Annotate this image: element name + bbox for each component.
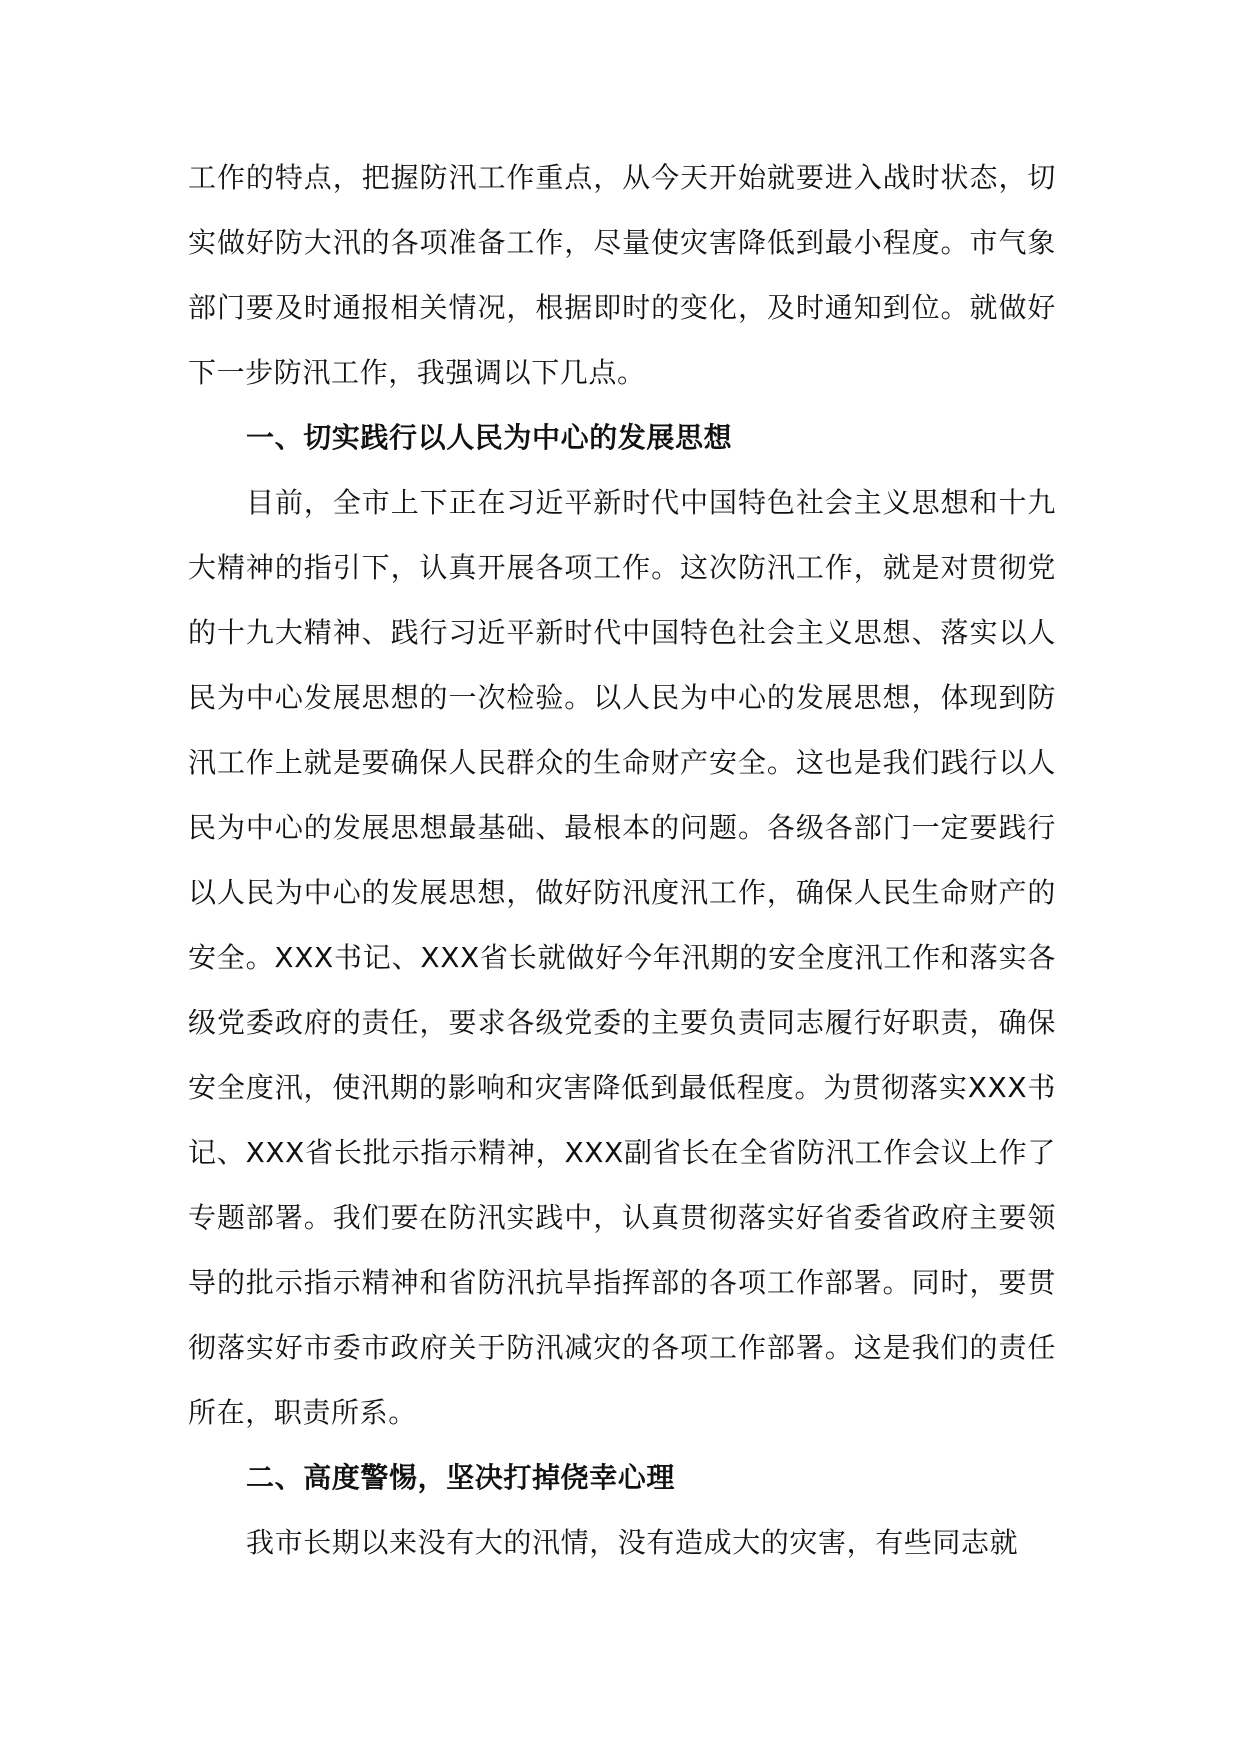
- section-heading-2: 二、高度警惕，坚决打掉侥幸心理: [246, 1461, 676, 1494]
- paragraph-continuation: 工作的特点，把握防汛工作重点，从今天开始就要进入战时状态，切实做好防大汛的各项准备工作，尽量使灾害降低到最小程度。市气象部门要及时通报相关情况，根据即时的变化，及时通知到位。就做好下一步防汛工作，我强调以下几点。: [188, 161, 1056, 389]
- paragraph-section-2: 我市长期以来没有大的汛情，没有造成大的灾害，有些同志就: [246, 1526, 1019, 1559]
- document-body: [188, 145, 1056, 1575]
- paragraph-section-1: 目前，全市上下正在习近平新时代中国特色社会主义思想和十九大精神的指引下，认真开展各项工作。这次防汛工作，就是对贯彻党的十九大精神、践行习近平新时代中国特色社会主义思想、落实以人民为中心发展思想的一次检验。以人民为中心的发展思想，体现到防汛工作上就是要确保人民群众的生命财产安全。这也是我们践行以人民为中心的发展思想最基础、最根本的问题。各级各部门一定要践行以人民为中心的发展思想，做好防汛度汛工作，确保人民生命财产的安全。XXX书记、XXX省长就做好今年汛期的安全度汛工作和落实各级党委政府的责任，要求各级党委的主要负责同志履行好职责，确保安全度汛，使汛期的影响和灾害降低到最低程度。为贯彻落实XXX书记、XXX省长批示指示精神，XXX副省长在全省防汛工作会议上作了专题部署。我们要在防汛实践中，认真贯彻落实好省委省政府主要领导的批示指示精神和省防汛抗旱指挥部的各项工作部署。同时，要贯彻落实好市委市政府关于防汛减灾的各项工作部署。这是我们的责任所在，职责所系。: [188, 486, 1056, 1429]
- section-heading-1: 一、切实践行以人民为中心的发展思想: [246, 421, 733, 454]
